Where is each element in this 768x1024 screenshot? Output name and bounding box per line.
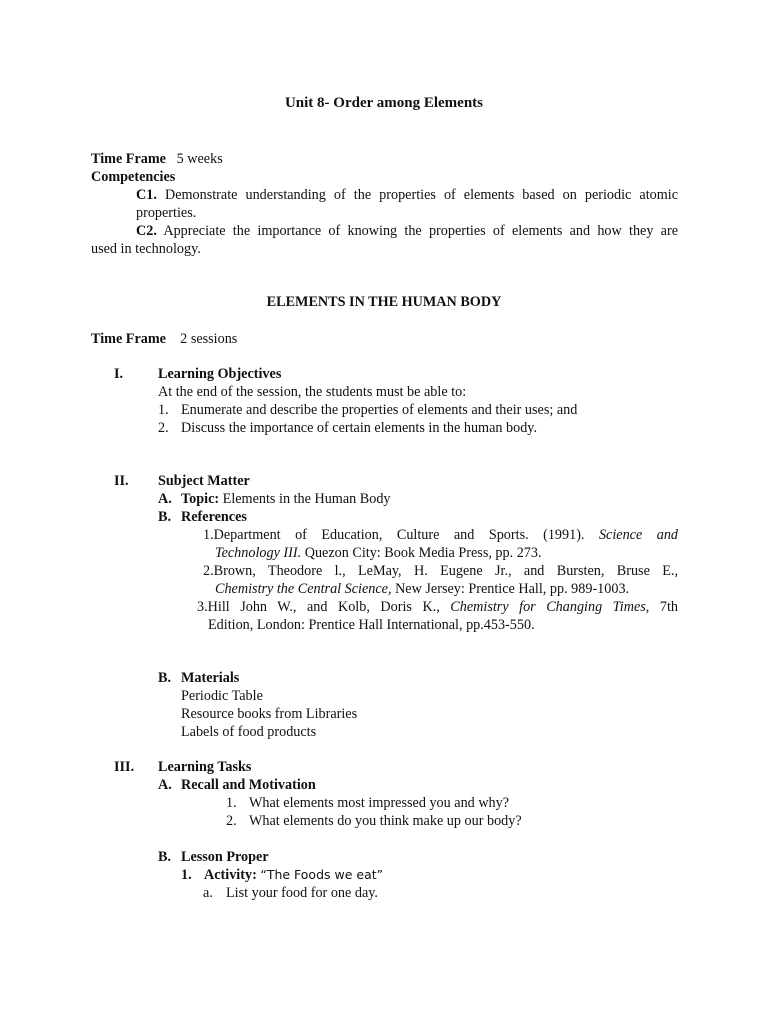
c2-text-line2: used in technology.: [91, 241, 201, 257]
objective-num: 2.: [158, 420, 169, 436]
materials-label: Materials: [181, 670, 240, 686]
reference-line1: 3.Hill John W., and Kolb, Doris K.,: [197, 599, 440, 615]
material-item: Labels of food products: [181, 724, 317, 740]
session-time-frame-label: Time Frame: [91, 331, 166, 347]
recall-letter: A.: [158, 777, 172, 793]
activity-label: Activity:: [204, 867, 257, 883]
reference-line2: [215, 544, 542, 562]
topic-content: [181, 490, 391, 508]
time-frame-value: 5 weeks: [176, 151, 223, 167]
recall-row: [158, 776, 316, 794]
lesson-proper-row: [158, 848, 269, 866]
recall-item: [226, 794, 510, 812]
learning-tasks-heading: Learning Tasks: [158, 759, 252, 775]
activity-value: “The Foods we eat”: [260, 867, 384, 882]
materials-row: [158, 669, 240, 687]
objective-item: [158, 419, 538, 437]
recall-text: What elements do you think make up our body?: [249, 813, 522, 829]
reference-publisher: New Jersey: Prentice Hall, pp. 989-1003.: [395, 581, 630, 597]
reference-item: [203, 526, 678, 544]
reference-line2: Edition, London: Prentice Hall International, pp.453-550.: [208, 617, 535, 633]
reference-line2: [215, 580, 629, 598]
c2-label: C2.: [136, 223, 157, 239]
objectives-numeral: I.: [114, 366, 124, 382]
recall-text: What elements most impressed you and why?: [249, 795, 510, 811]
c2-text-line1: Appreciate the importance of knowing the properties of elements and how they are: [163, 223, 678, 239]
reference-item: [203, 562, 678, 580]
activity-sub-text: List your food for one day.: [226, 885, 378, 901]
reference-item: [197, 598, 678, 616]
c1-text-line1: Demonstrate understanding of the properties of elements based on periodic atomic: [164, 187, 678, 203]
subject-matter-heading: Subject Matter: [158, 473, 250, 489]
recall-label: Recall and Motivation: [181, 777, 316, 793]
topic-label: Topic:: [181, 491, 220, 507]
references-row: [158, 508, 247, 526]
topic-row: [158, 490, 391, 508]
recall-num: 2.: [226, 813, 237, 829]
activity-content: [204, 866, 383, 884]
reference-title: Science and: [598, 527, 678, 543]
materials-letter: B.: [158, 670, 172, 686]
objectives-intro: At the end of the session, the students must be able to:: [158, 384, 467, 400]
objectives-heading: Learning Objectives: [158, 366, 282, 382]
reference-edition: 7th: [659, 599, 678, 615]
competencies-label: Competencies: [91, 169, 176, 185]
material-item: Resource books from Libraries: [181, 706, 358, 722]
session-time-frame-value: 2 sessions: [180, 331, 238, 347]
topic-value: Elements in the Human Body: [222, 491, 391, 507]
reference-publisher: Quezon City: Book Media Press, pp. 273.: [304, 545, 542, 561]
unit-title: Unit 8- Order among Elements: [284, 95, 484, 111]
recall-item: [226, 812, 522, 830]
reference-title: Technology III.: [215, 545, 302, 561]
time-frame-row: [91, 150, 223, 168]
references-letter: B.: [158, 509, 172, 525]
activity-num: 1.: [181, 867, 192, 883]
activity-sub-item: [203, 884, 378, 902]
references-label: References: [181, 509, 247, 525]
subject-matter-numeral: II.: [114, 473, 129, 489]
lesson-letter: B.: [158, 849, 172, 865]
objective-text: Enumerate and describe the properties of elements and their uses; and: [181, 402, 578, 418]
reference-line1: 1.Department of Education, Culture and Sports. (1991).: [203, 527, 585, 543]
reference-title: Chemistry the Central Science,: [215, 581, 392, 597]
reference-title: Chemistry for Changing Times,: [450, 599, 650, 615]
lesson-label: Lesson Proper: [181, 849, 269, 865]
c1-text-line2: properties.: [136, 205, 197, 221]
learning-tasks-numeral: III.: [114, 759, 135, 775]
section-title: ELEMENTS IN THE HUMAN BODY: [266, 294, 502, 310]
objective-item: [158, 401, 578, 419]
material-item: Periodic Table: [181, 688, 263, 704]
competency-c2-line1: [136, 222, 678, 240]
c1-label: C1.: [136, 187, 157, 203]
topic-letter: A.: [158, 491, 172, 507]
reference-line1: 2.Brown, Theodore l., LeMay, H. Eugene Jr., and Bursten, Bruse E.,: [203, 563, 678, 579]
session-time-frame-row: [91, 330, 237, 348]
competency-c1-line1: [136, 186, 678, 204]
activity-row: [181, 866, 384, 884]
recall-num: 1.: [226, 795, 237, 811]
time-frame-label: Time Frame: [91, 151, 166, 167]
objective-text: Discuss the importance of certain elements in the human body.: [181, 420, 538, 436]
activity-sub-letter: a.: [203, 885, 213, 901]
objective-num: 1.: [158, 402, 169, 418]
